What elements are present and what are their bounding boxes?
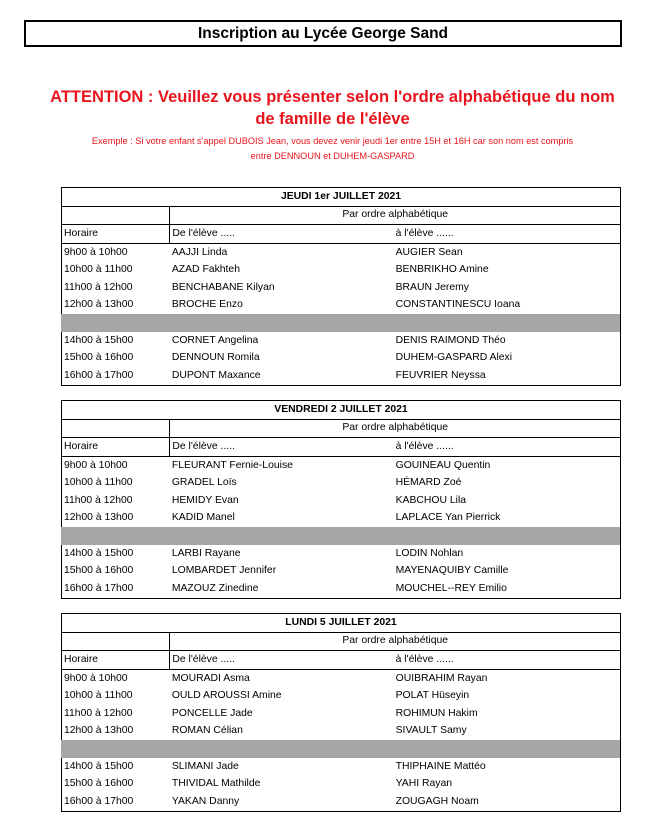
from-student: CORNET Angelina [171,334,259,346]
time-slot: 12h00 à 13h00 [62,723,170,741]
table-row [62,669,621,687]
column-header-to: à l'élève ...... [394,438,621,457]
lunch-break-row [62,314,621,332]
time-slot: 14h00 à 15h00 [62,758,170,776]
table-row [62,332,621,350]
column-header-from: De l'élève ..... [170,225,394,244]
time-slot: 11h00 à 12h00 [62,492,170,510]
table-row [62,474,621,492]
to-student: AUGIER Sean [394,243,621,261]
column-header-row [62,225,621,244]
column-header-to: à l'élève ...... [394,651,621,670]
order-header-row [62,419,621,438]
from-student: LARBI Rayane [171,547,241,559]
to-student: CONSTANTINESCU Ioana [394,297,621,315]
day-title-row [62,401,621,420]
from-student: PONCELLE Jade [171,707,253,719]
table-row [62,687,621,705]
from-student: HEMIDY Evan [171,494,239,506]
column-header-from: De l'élève ..... [170,438,394,457]
time-slot: 14h00 à 15h00 [62,332,170,350]
from-student: SLIMANI Jade [171,760,239,772]
break-cell [394,740,621,758]
table-row [62,562,621,580]
blank-cell [62,419,170,438]
time-slot: 11h00 à 12h00 [62,705,170,723]
lunch-break-row [62,527,621,545]
time-slot: 16h00 à 17h00 [62,367,170,385]
to-student: MAYENAQUIBY Camille [394,562,621,580]
to-student: HÉMARD Zoé [394,474,621,492]
from-student: LOMBARDET Jennifer [171,565,277,577]
time-slot: 12h00 à 13h00 [62,297,170,315]
break-cell [394,314,621,332]
time-slot: 10h00 à 11h00 [62,474,170,492]
column-header-from: De l'élève ..... [170,651,394,670]
break-cell [62,527,170,545]
from-student: BROCHE Enzo [171,299,243,311]
order-label: Par ordre alphabétique [170,419,621,438]
example-line-2: entre DENNOUN et DUHEM-GASPARD [250,151,415,161]
day-title-row [62,614,621,633]
from-student: FLEURANT Fernie-Louise [171,459,293,471]
to-student: THIPHAINE Mattéo [394,758,621,776]
column-header-horaire: Horaire [62,438,170,457]
day-title: JEUDI 1er JUILLET 2021 [62,188,621,207]
from-student: AAJJI Linda [171,246,228,258]
from-student: AZAD Fakhteh [171,264,240,276]
from-student: DUPONT Maxance [170,367,394,385]
to-student: YAHI Rayan [394,775,621,793]
time-slot: 10h00 à 11h00 [62,261,170,279]
from-student: GRADEL Loïs [171,477,237,489]
break-cell [170,740,394,758]
from-student: OULD AROUSSI Amine [171,690,282,702]
schedule-table-day-1 [61,187,621,386]
table-row [62,510,621,528]
time-slot: 15h00 à 16h00 [62,349,170,367]
to-student: ZOUGAGH Noam [394,793,621,811]
break-cell [62,740,170,758]
table-row [62,545,621,563]
from-student: ROMAN Célian [171,725,243,737]
order-header-row [62,206,621,225]
table-row [62,279,621,297]
break-cell [170,314,394,332]
time-slot: 10h00 à 11h00 [62,687,170,705]
column-header-horaire: Horaire [62,651,170,670]
time-slot: 14h00 à 15h00 [62,545,170,563]
from-student: YAKAN Danny [170,793,394,811]
time-slot: 12h00 à 13h00 [62,510,170,528]
to-student: GOUINEAU Quentin [394,456,621,474]
to-student: SIVAULT Samy [394,723,621,741]
break-cell [62,314,170,332]
to-student: POLAT Hüseyin [394,687,621,705]
attention-notice [20,86,645,130]
time-slot: 11h00 à 12h00 [62,279,170,297]
day-title: VENDREDI 2 JUILLET 2021 [62,401,621,420]
table-row [62,758,621,776]
to-student: FEUVRIER Neyssa [394,367,621,385]
to-student: BRAUN Jeremy [394,279,621,297]
to-student: LAPLACE Yan Pierrick [394,510,621,528]
to-student: OUIBRAHIM Rayan [394,669,621,687]
from-student: DENNOUN Romila [171,352,260,364]
column-header-row [62,438,621,457]
to-student: BENBRIKHO Amine [394,261,621,279]
from-student: MOURADI Asma [171,672,250,684]
table-row [62,775,621,793]
time-slot: 9h00 à 10h00 [62,456,170,474]
table-row [62,492,621,510]
break-cell [394,527,621,545]
to-student: ROHIMUN Hakim [394,705,621,723]
table-row [62,349,621,367]
table-row [62,793,621,811]
from-student: BENCHABANE Kilyan [171,281,275,293]
column-header-to: à l'élève ...... [394,225,621,244]
blank-cell [62,632,170,651]
to-student: DENIS RAIMOND Théo [394,332,621,350]
to-student: MOUCHEL--REY Emilio [394,580,621,598]
table-row [62,723,621,741]
example-line-1: Exemple : Si votre enfant s'appel DUBOIS Jean, vous devez venir jeudi 1er entre 15H et 16H car son nom est compris [91,136,574,146]
time-slot: 9h00 à 10h00 [62,243,170,261]
table-row [62,243,621,261]
example-note [30,134,635,164]
order-label: Par ordre alphabétique [170,632,621,651]
from-student: MAZOUZ Zinedine [170,580,394,598]
blank-cell [62,206,170,225]
attention-line-2: de famille de l'élève [255,110,410,128]
attention-line-1: ATTENTION : Veuillez vous présenter selon l'ordre alphabétique du nom [50,88,615,106]
table-row [62,580,621,598]
order-label: Par ordre alphabétique [170,206,621,225]
order-header-row [62,632,621,651]
schedule-table-day-3 [61,613,621,812]
lunch-break-row [62,740,621,758]
table-row [62,367,621,385]
time-slot: 16h00 à 17h00 [62,793,170,811]
page-title: Inscription au Lycée George Sand [24,20,622,47]
to-student: KABCHOU Lila [394,492,621,510]
from-student: THIVIDAL Mathilde [171,778,261,790]
table-row [62,456,621,474]
table-row [62,297,621,315]
from-student: KADID Manel [171,512,235,524]
time-slot: 15h00 à 16h00 [62,775,170,793]
to-student: DUHEM-GASPARD Alexi [394,349,621,367]
time-slot: 9h00 à 10h00 [62,669,170,687]
time-slot: 15h00 à 16h00 [62,562,170,580]
time-slot: 16h00 à 17h00 [62,580,170,598]
to-student: LODIN Nohlan [394,545,621,563]
table-row [62,705,621,723]
table-row [62,261,621,279]
schedule-table-day-2 [61,400,621,599]
day-title-row [62,188,621,207]
break-cell [170,527,394,545]
day-title: LUNDI 5 JUILLET 2021 [62,614,621,633]
column-header-horaire: Horaire [62,225,170,244]
column-header-row [62,651,621,670]
